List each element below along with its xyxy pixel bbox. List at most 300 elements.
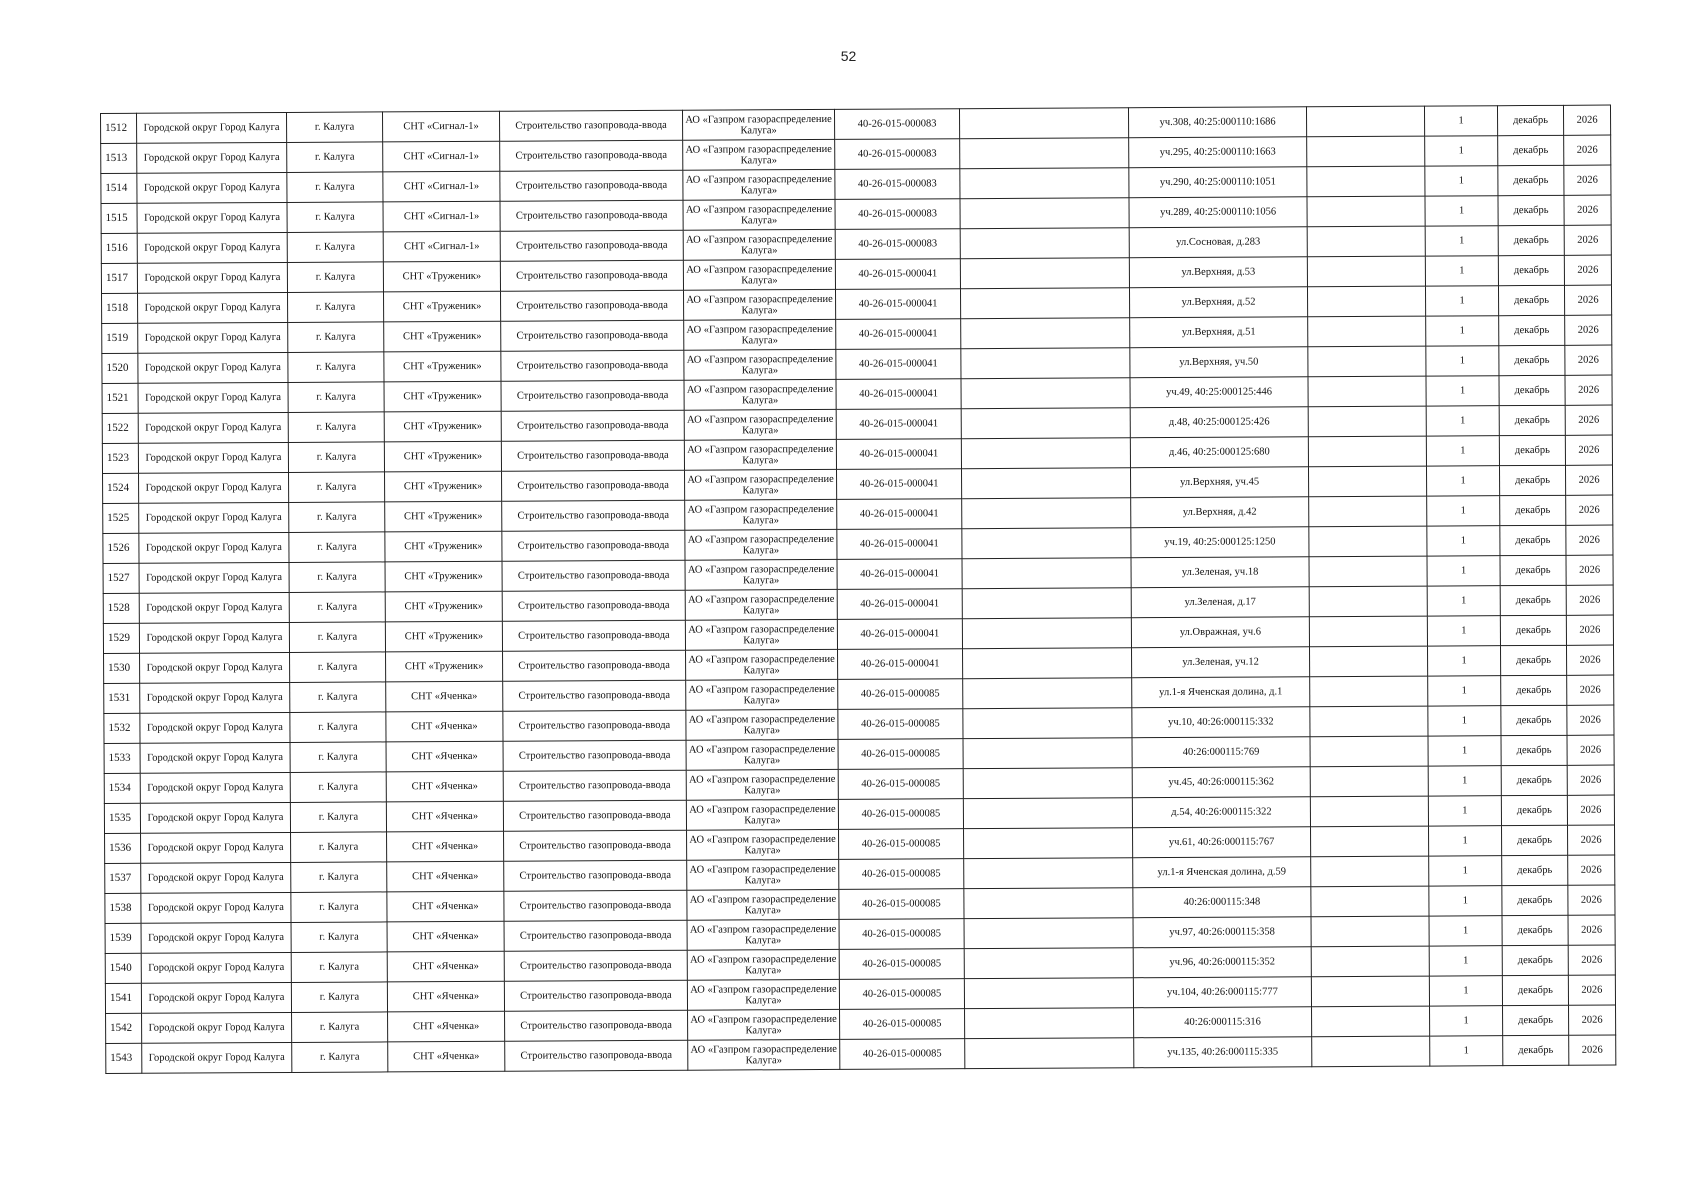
page-number: 52 (840, 48, 857, 64)
snt-cell: СНТ «Яченка» (386, 741, 503, 772)
network-code-cell: 40-26-015-000041 (837, 589, 962, 620)
empty-cell (964, 948, 1133, 979)
municipality-cell: Городской округ Город Калуга (142, 1012, 292, 1043)
city-cell: г. Калуга (288, 292, 384, 323)
city-cell: г. Калуга (291, 952, 387, 983)
municipality-cell: Городской округ Город Калуга (141, 892, 291, 923)
empty-cell (961, 348, 1130, 379)
city-cell: г. Калуга (287, 172, 383, 203)
municipality-cell: Городской округ Город Калуга (138, 442, 288, 473)
city-cell: г. Калуга (291, 862, 387, 893)
city-cell: г. Калуга (289, 562, 385, 593)
month-cell: декабрь (1502, 855, 1568, 885)
operator-cell: АО «Газпром газораспределение Калуга» (684, 319, 836, 350)
row-number-cell: 1532 (104, 713, 140, 743)
row-number-cell: 1525 (103, 503, 139, 533)
municipality-cell: Городской округ Город Калуга (137, 262, 287, 293)
snt-cell: СНТ «Сигнал-1» (383, 201, 500, 232)
work-type-cell: Строительство газопровода-ввода (502, 590, 685, 621)
address-cell: ул.1-я Яченская долина, д.59 (1133, 857, 1311, 888)
month-cell: декабрь (1500, 645, 1566, 675)
network-code-cell: 40-26-015-000085 (838, 799, 963, 830)
quantity-cell: 1 (1426, 316, 1499, 346)
year-cell: 2026 (1565, 465, 1612, 495)
row-number-cell: 1541 (105, 983, 141, 1013)
city-cell: г. Калуга (286, 112, 382, 143)
empty-cell (1312, 1006, 1430, 1037)
network-code-cell: 40-26-015-000085 (840, 1039, 965, 1070)
empty-cell (1312, 1036, 1430, 1067)
row-number-cell: 1524 (103, 473, 139, 503)
year-cell: 2026 (1567, 705, 1614, 735)
work-type-cell: Строительство газопровода-ввода (504, 890, 687, 921)
city-cell: г. Калуга (291, 922, 387, 953)
snt-cell: СНТ «Труженик» (384, 441, 501, 472)
municipality-cell: Городской округ Город Калуга (138, 322, 288, 353)
year-cell: 2026 (1564, 255, 1611, 285)
month-cell: декабрь (1501, 735, 1567, 765)
network-code-cell: 40-26-015-000041 (837, 529, 962, 560)
month-cell: декабрь (1498, 135, 1564, 165)
work-type-cell: Строительство газопровода-ввода (504, 830, 687, 861)
work-type-cell: Строительство газопровода-ввода (504, 950, 687, 981)
empty-cell (960, 138, 1129, 169)
network-code-cell: 40-26-015-000041 (836, 349, 961, 380)
operator-cell: АО «Газпром газораспределение Калуга» (683, 199, 835, 230)
month-cell: декабрь (1503, 1005, 1569, 1035)
address-cell: уч.96, 40:26:000115:352 (1133, 947, 1311, 978)
address-cell: уч.289, 40:25:000110:1056 (1129, 197, 1307, 228)
empty-cell (964, 888, 1133, 919)
city-cell: г. Калуга (290, 742, 386, 773)
month-cell: декабрь (1500, 525, 1566, 555)
empty-cell (1309, 526, 1427, 557)
row-number-cell: 1538 (105, 893, 141, 923)
city-cell: г. Калуга (288, 352, 384, 383)
month-cell: декабрь (1499, 375, 1565, 405)
year-cell: 2026 (1563, 105, 1610, 135)
operator-cell: АО «Газпром газораспределение Калуга» (685, 619, 837, 650)
address-cell: ул.Зеленая, уч.18 (1131, 557, 1309, 588)
row-number-cell: 1528 (103, 593, 139, 623)
year-cell: 2026 (1568, 975, 1615, 1005)
city-cell: г. Калуга (288, 442, 384, 473)
operator-cell: АО «Газпром газораспределение Калуга» (683, 139, 835, 170)
empty-cell (1308, 346, 1426, 377)
year-cell: 2026 (1565, 315, 1612, 345)
snt-cell: СНТ «Яченка» (387, 951, 504, 982)
quantity-cell: 1 (1425, 166, 1498, 196)
snt-cell: СНТ «Труженик» (384, 381, 501, 412)
quantity-cell: 1 (1428, 766, 1501, 796)
city-cell: г. Калуга (288, 412, 384, 443)
network-code-cell: 40-26-015-000041 (835, 289, 960, 320)
operator-cell: АО «Газпром газораспределение Калуга» (687, 859, 839, 890)
empty-cell (1310, 766, 1428, 797)
municipality-cell: Городской округ Город Калуга (139, 472, 289, 503)
address-cell: ул.Зеленая, уч.12 (1132, 647, 1310, 678)
empty-cell (959, 108, 1128, 139)
address-cell: уч.45, 40:26:000115:362 (1132, 767, 1310, 798)
month-cell: декабрь (1497, 105, 1563, 135)
empty-cell (962, 528, 1131, 559)
work-type-cell: Строительство газопровода-ввода (501, 350, 684, 381)
work-type-cell: Строительство газопровода-ввода (502, 470, 685, 501)
address-cell: ул.Овражная, уч.6 (1131, 617, 1309, 648)
network-code-cell: 40-26-015-000041 (835, 259, 960, 290)
work-type-cell: Строительство газопровода-ввода (505, 1040, 688, 1071)
quantity-cell: 1 (1430, 1036, 1503, 1066)
municipality-cell: Городской округ Город Калуга (138, 292, 288, 323)
row-number-cell: 1526 (103, 533, 139, 563)
work-type-cell: Строительство газопровода-ввода (499, 110, 682, 141)
work-type-cell: Строительство газопровода-ввода (504, 920, 687, 951)
empty-cell (964, 978, 1133, 1009)
year-cell: 2026 (1568, 825, 1615, 855)
operator-cell: АО «Газпром газораспределение Калуга» (685, 529, 837, 560)
row-number-cell: 1537 (105, 863, 141, 893)
year-cell: 2026 (1564, 195, 1611, 225)
empty-cell (1311, 916, 1429, 947)
municipality-cell: Городской округ Город Калуга (139, 502, 289, 533)
work-type-cell: Строительство газопровода-ввода (504, 980, 687, 1011)
year-cell: 2026 (1567, 765, 1614, 795)
month-cell: декабрь (1498, 165, 1564, 195)
empty-cell (1308, 316, 1426, 347)
year-cell: 2026 (1564, 225, 1611, 255)
operator-cell: АО «Газпром газораспределение Калуга» (686, 769, 838, 800)
row-number-cell: 1523 (102, 443, 138, 473)
empty-cell (1310, 796, 1428, 827)
empty-cell (962, 588, 1131, 619)
address-cell: ул.Верхняя, уч.50 (1130, 347, 1308, 378)
city-cell: г. Калуга (292, 1042, 388, 1073)
year-cell: 2026 (1564, 285, 1611, 315)
quantity-cell: 1 (1429, 826, 1502, 856)
snt-cell: СНТ «Сигнал-1» (383, 231, 500, 262)
city-cell: г. Калуга (288, 322, 384, 353)
month-cell: декабрь (1502, 825, 1568, 855)
snt-cell: СНТ «Яченка» (387, 861, 504, 892)
address-cell: ул.Зеленая, д.17 (1131, 587, 1309, 618)
empty-cell (962, 468, 1131, 499)
network-code-cell: 40-26-015-000085 (839, 949, 964, 980)
municipality-cell: Городской округ Город Калуга (140, 802, 290, 833)
year-cell: 2026 (1567, 795, 1614, 825)
address-cell: уч.135, 40:26:000115:335 (1134, 1037, 1312, 1068)
row-number-cell: 1530 (104, 653, 140, 683)
municipality-cell: Городской округ Город Калуга (140, 772, 290, 803)
address-cell: уч.290, 40:25:000110:1051 (1129, 167, 1307, 198)
row-number-cell: 1542 (106, 1013, 142, 1043)
municipality-cell: Городской округ Город Калуга (137, 172, 287, 203)
snt-cell: СНТ «Труженик» (385, 531, 502, 562)
operator-cell: АО «Газпром газораспределение Калуга» (688, 1039, 840, 1070)
row-number-cell: 1512 (101, 113, 137, 143)
work-type-cell: Строительство газопровода-ввода (501, 290, 684, 321)
quantity-cell: 1 (1425, 286, 1498, 316)
network-code-cell: 40-26-015-000083 (835, 229, 960, 260)
address-cell: уч.104, 40:26:000115:777 (1133, 977, 1311, 1008)
operator-cell: АО «Газпром газораспределение Калуга» (685, 469, 837, 500)
work-type-cell: Строительство газопровода-ввода (505, 1010, 688, 1041)
row-number-cell: 1539 (105, 923, 141, 953)
row-number-cell: 1522 (102, 413, 138, 443)
snt-cell: СНТ «Труженик» (385, 501, 502, 532)
year-cell: 2026 (1565, 375, 1612, 405)
empty-cell (961, 318, 1130, 349)
empty-cell (961, 408, 1130, 439)
address-cell: ул.Верхняя, д.52 (1129, 287, 1307, 318)
address-cell: д.46, 40:25:000125:680 (1130, 437, 1308, 468)
city-cell: г. Калуга (291, 892, 387, 923)
quantity-cell: 1 (1426, 346, 1499, 376)
city-cell: г. Калуга (292, 1012, 388, 1043)
year-cell: 2026 (1568, 855, 1615, 885)
address-cell: д.48, 40:25:000125:426 (1130, 407, 1308, 438)
snt-cell: СНТ «Сигнал-1» (383, 141, 500, 172)
empty-cell (1308, 406, 1426, 437)
month-cell: декабрь (1502, 885, 1568, 915)
network-code-cell: 40-26-015-000085 (840, 1009, 965, 1040)
network-code-cell: 40-26-015-000083 (835, 139, 960, 170)
year-cell: 2026 (1566, 645, 1613, 675)
empty-cell (964, 918, 1133, 949)
address-cell: 40:26:000115:769 (1132, 737, 1310, 768)
empty-cell (1307, 166, 1425, 197)
empty-cell (1307, 196, 1425, 227)
work-type-cell: Строительство газопровода-ввода (503, 650, 686, 681)
row-number-cell: 1520 (102, 353, 138, 383)
empty-cell (1307, 286, 1425, 317)
snt-cell: СНТ «Яченка» (388, 1041, 505, 1072)
snt-cell: СНТ «Труженик» (384, 351, 501, 382)
municipality-cell: Городской округ Город Калуга (141, 922, 291, 953)
empty-cell (1309, 646, 1427, 677)
municipality-cell: Городской округ Город Калуга (141, 862, 291, 893)
quantity-cell: 1 (1428, 736, 1501, 766)
operator-cell: АО «Газпром газораспределение Калуга» (686, 739, 838, 770)
quantity-cell: 1 (1429, 946, 1502, 976)
empty-cell (1311, 976, 1429, 1007)
empty-cell (960, 258, 1129, 289)
work-type-cell: Строительство газопровода-ввода (502, 530, 685, 561)
quantity-cell: 1 (1426, 436, 1499, 466)
year-cell: 2026 (1566, 495, 1613, 525)
empty-cell (962, 618, 1131, 649)
empty-cell (964, 828, 1133, 859)
work-type-cell: Строительство газопровода-ввода (503, 680, 686, 711)
work-type-cell: Строительство газопровода-ввода (501, 380, 684, 411)
network-code-cell: 40-26-015-000085 (838, 709, 963, 740)
empty-cell (962, 498, 1131, 529)
operator-cell: АО «Газпром газораспределение Калуга» (684, 439, 836, 470)
work-type-cell: Строительство газопровода-ввода (501, 440, 684, 471)
empty-cell (965, 1008, 1134, 1039)
year-cell: 2026 (1568, 885, 1615, 915)
year-cell: 2026 (1566, 615, 1613, 645)
month-cell: декабрь (1502, 975, 1568, 1005)
operator-cell: АО «Газпром газораспределение Калуга» (683, 289, 835, 320)
city-cell: г. Калуга (291, 832, 387, 863)
operator-cell: АО «Газпром газораспределение Калуга» (686, 649, 838, 680)
city-cell: г. Калуга (287, 262, 383, 293)
network-code-cell: 40-26-015-000041 (837, 499, 962, 530)
month-cell: декабрь (1503, 1035, 1569, 1065)
snt-cell: СНТ «Труженик» (383, 261, 500, 292)
empty-cell (1311, 946, 1429, 977)
operator-cell: АО «Газпром газораспределение Калуга» (686, 799, 838, 830)
network-code-cell: 40-26-015-000085 (839, 859, 964, 890)
address-cell: уч.295, 40:25:000110:1663 (1129, 137, 1307, 168)
snt-cell: СНТ «Сигнал-1» (383, 171, 500, 202)
empty-cell (1311, 826, 1429, 857)
quantity-cell: 1 (1425, 256, 1498, 286)
address-cell: ул.Верхняя, д.53 (1129, 257, 1307, 288)
quantity-cell: 1 (1425, 136, 1498, 166)
empty-cell (963, 798, 1132, 829)
empty-cell (1309, 496, 1427, 527)
municipality-cell: Городской округ Город Калуга (139, 532, 289, 563)
empty-cell (1308, 376, 1426, 407)
address-cell: 40:26:000115:348 (1133, 887, 1311, 918)
municipality-cell: Городской округ Город Калуга (138, 352, 288, 383)
network-code-cell: 40-26-015-000041 (838, 649, 963, 680)
gasification-schedule-table-wrapper (100, 105, 1616, 1074)
municipality-cell: Городской округ Город Калуга (141, 952, 291, 983)
quantity-cell: 1 (1425, 226, 1498, 256)
operator-cell: АО «Газпром газораспределение Калуга» (688, 1009, 840, 1040)
municipality-cell: Городской округ Город Калуга (141, 832, 291, 863)
month-cell: декабрь (1502, 945, 1568, 975)
quantity-cell: 1 (1429, 976, 1502, 1006)
network-code-cell: 40-26-015-000041 (836, 409, 961, 440)
empty-cell (1310, 706, 1428, 737)
network-code-cell: 40-26-015-000041 (837, 559, 962, 590)
city-cell: г. Калуга (290, 772, 386, 803)
month-cell: декабрь (1500, 555, 1566, 585)
network-code-cell: 40-26-015-000041 (836, 379, 961, 410)
empty-cell (963, 678, 1132, 709)
month-cell: декабрь (1499, 345, 1565, 375)
empty-cell (1307, 226, 1425, 257)
municipality-cell: Городской округ Город Калуга (138, 412, 288, 443)
municipality-cell: Городской округ Город Калуга (140, 742, 290, 773)
address-cell: уч.19, 40:25:000125:1250 (1131, 527, 1309, 558)
network-code-cell: 40-26-015-000085 (838, 769, 963, 800)
year-cell: 2026 (1564, 135, 1611, 165)
address-cell: уч.10, 40:26:000115:332 (1132, 707, 1310, 738)
row-number-cell: 1535 (104, 803, 140, 833)
year-cell: 2026 (1566, 525, 1613, 555)
year-cell: 2026 (1568, 915, 1615, 945)
year-cell: 2026 (1567, 675, 1614, 705)
row-number-cell: 1515 (101, 203, 137, 233)
operator-cell: АО «Газпром газораспределение Калуга» (685, 499, 837, 530)
snt-cell: СНТ «Труженик» (385, 561, 502, 592)
network-code-cell: 40-26-015-000085 (838, 679, 963, 710)
month-cell: декабрь (1500, 585, 1566, 615)
municipality-cell: Городской округ Город Калуга (139, 592, 289, 623)
row-number-cell: 1531 (104, 683, 140, 713)
address-cell: ул.Верхняя, уч.45 (1130, 467, 1308, 498)
municipality-cell: Городской округ Город Калуга (138, 382, 288, 413)
quantity-cell: 1 (1429, 856, 1502, 886)
empty-cell (1308, 466, 1426, 497)
empty-cell (963, 708, 1132, 739)
empty-cell (962, 558, 1131, 589)
month-cell: декабрь (1501, 675, 1567, 705)
work-type-cell: Строительство газопровода-ввода (503, 770, 686, 801)
city-cell: г. Калуга (289, 622, 385, 653)
month-cell: декабрь (1499, 405, 1565, 435)
quantity-cell: 1 (1427, 556, 1500, 586)
quantity-cell: 1 (1427, 646, 1500, 676)
year-cell: 2026 (1566, 585, 1613, 615)
empty-cell (1309, 586, 1427, 617)
year-cell: 2026 (1568, 945, 1615, 975)
year-cell: 2026 (1565, 435, 1612, 465)
work-type-cell: Строительство газопровода-ввода (502, 560, 685, 591)
operator-cell: АО «Газпром газораспределение Калуга» (686, 709, 838, 740)
empty-cell (960, 198, 1129, 229)
year-cell: 2026 (1569, 1035, 1616, 1065)
operator-cell: АО «Газпром газораспределение Калуга» (683, 169, 835, 200)
month-cell: декабрь (1498, 285, 1564, 315)
row-number-cell: 1529 (103, 623, 139, 653)
row-number-cell: 1516 (101, 233, 137, 263)
month-cell: декабрь (1501, 765, 1567, 795)
snt-cell: СНТ «Сигнал-1» (382, 111, 499, 142)
row-number-cell: 1540 (105, 953, 141, 983)
address-cell: ул.Верхняя, д.51 (1130, 317, 1308, 348)
quantity-cell: 1 (1427, 496, 1500, 526)
snt-cell: СНТ «Яченка» (386, 771, 503, 802)
operator-cell: АО «Газпром газораспределение Калуга» (687, 829, 839, 860)
month-cell: декабрь (1498, 225, 1564, 255)
municipality-cell: Городской округ Город Калуга (141, 982, 291, 1013)
row-number-cell: 1533 (104, 743, 140, 773)
network-code-cell: 40-26-015-000041 (837, 469, 962, 500)
snt-cell: СНТ «Яченка» (387, 981, 504, 1012)
work-type-cell: Строительство газопровода-ввода (500, 230, 683, 261)
empty-cell (1311, 856, 1429, 887)
address-cell: уч.61, 40:26:000115:767 (1133, 827, 1311, 858)
municipality-cell: Городской округ Город Калуга (139, 562, 289, 593)
snt-cell: СНТ «Яченка» (388, 1011, 505, 1042)
municipality-cell: Городской округ Город Калуга (139, 622, 289, 653)
quantity-cell: 1 (1429, 886, 1502, 916)
empty-cell (1307, 256, 1425, 287)
empty-cell (1309, 556, 1427, 587)
operator-cell: АО «Газпром газораспределение Калуга» (682, 109, 834, 140)
month-cell: декабрь (1502, 915, 1568, 945)
month-cell: декабрь (1501, 795, 1567, 825)
empty-cell (1307, 136, 1425, 167)
operator-cell: АО «Газпром газораспределение Калуга» (687, 919, 839, 950)
snt-cell: СНТ «Труженик» (386, 651, 503, 682)
city-cell: г. Калуга (289, 502, 385, 533)
empty-cell (960, 168, 1129, 199)
city-cell: г. Калуга (288, 382, 384, 413)
operator-cell: АО «Газпром газораспределение Калуга» (684, 379, 836, 410)
snt-cell: СНТ «Яченка» (386, 801, 503, 832)
snt-cell: СНТ «Труженик» (385, 471, 502, 502)
address-cell: д.54, 40:26:000115:322 (1132, 797, 1310, 828)
snt-cell: СНТ «Труженик» (384, 411, 501, 442)
address-cell: ул.Сосновая, д.283 (1129, 227, 1307, 258)
network-code-cell: 40-26-015-000085 (839, 979, 964, 1010)
